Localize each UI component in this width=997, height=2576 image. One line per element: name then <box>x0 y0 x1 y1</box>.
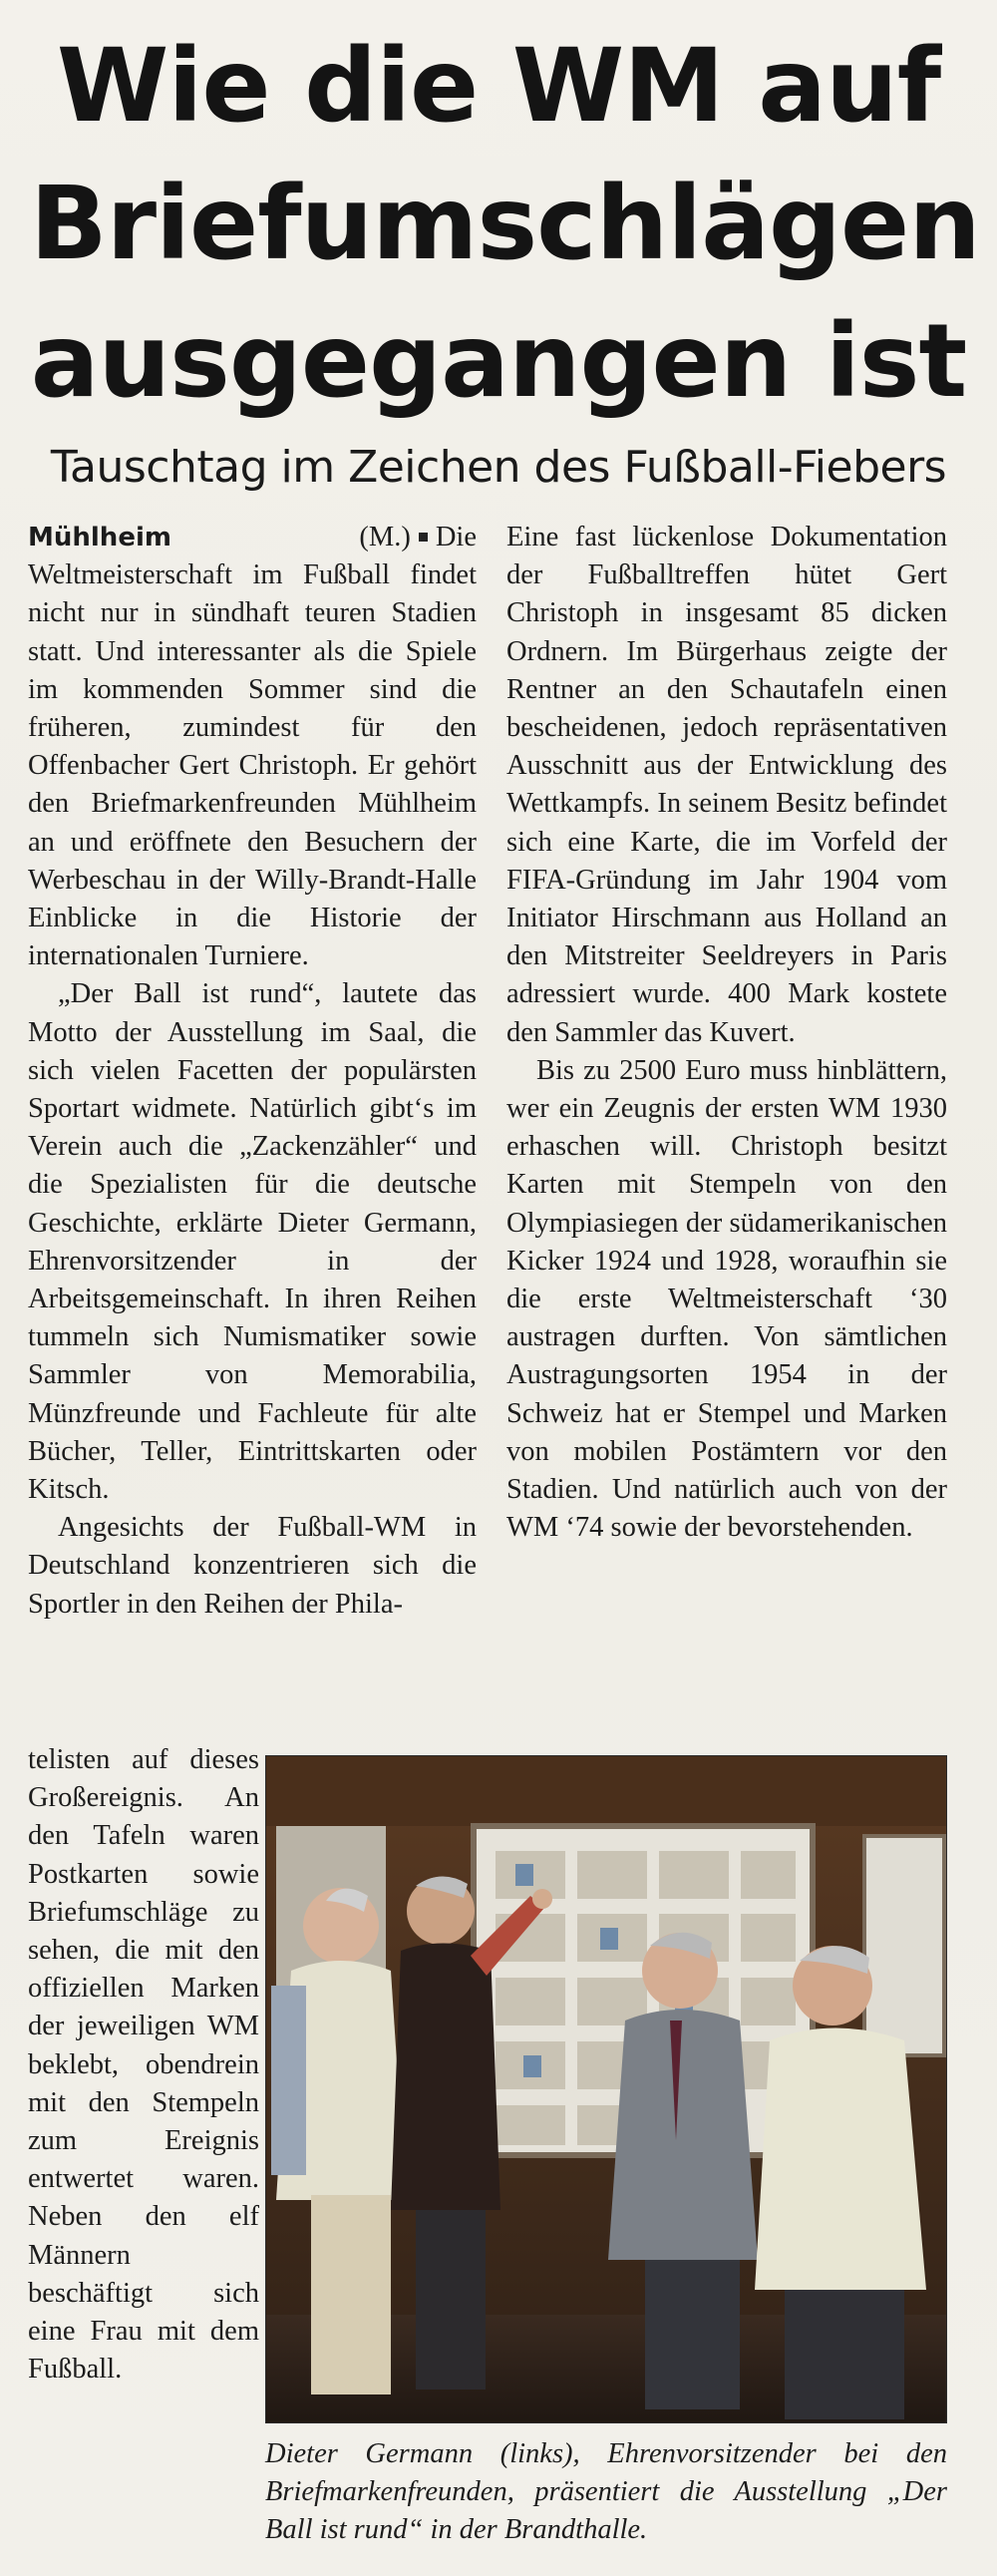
article-photo <box>265 1755 947 2423</box>
paragraph: „Der Ball ist rund“, lautete das Motto der Ausstellung im Saal, die sich vielen Facetten der populärsten Sportart widmete. Natürlich gibt‘s im Verein auch die „Zackenzähler“ und die Spezialisten für die deutsche Geschichte, erklärte Dieter Germann, Ehrenvorsitzender in der Arbeitsgemeinschaft. In ihren Reihen tummeln sich Numismatiker sowie Sammler von Memorabilia, Münzfreunde und Fachleute für alte Bücher, Teller, Eintrittskarten oder Kitsch. <box>28 978 477 1506</box>
article-column-left <box>28 519 477 1624</box>
headline-line-2: Briefumschlägen <box>30 165 980 283</box>
subheadline: Tauschtag im Zeichen des Fußball-Fiebers <box>50 442 947 493</box>
paragraph: Eine fast lückenlose Dokumentation der Fußballtreffen hütet Gert Christoph in insgesamt 85 dicken Ordnern. Im Bürgerhaus zeigte der Rentner an den Schautafeln einen bescheidenen, jedoch repräsentativen Ausschnitt aus der Entwicklung des Wettkampfs. In seinem Besitz befindet sich eine Karte, die im Vorfeld der FIFA-Gründung im Jahr 1904 vom Initiator Hirschmann aus Holland an den Mitstreiter Seeldreyers in Paris adressiert wurde. 400 Mark kostete den Sammler das Kuvert. <box>506 522 947 1048</box>
headline-line-3: ausgegangen ist <box>30 302 967 421</box>
paragraph <box>28 519 477 975</box>
photo-illustration <box>266 1756 947 2423</box>
headline <box>30 18 980 431</box>
paragraph: Bis zu 2500 Euro muss hinblättern, wer ein Zeugnis der ersten WM 1930 erhaschen will. Christoph besitzt Karten mit Stempeln von den Olympiasiegen der südamerikanischen Kicker 1924 und 1928, woraufhin sie die erste Weltmeisterschaft ‘30 austragen durften. Von sämtlichen Austragungsorten 1954 in der Schweiz hat er Stempel und Marken von mobilen Postämtern vor den Stadien. Und natürlich auch von der WM ‘74 sowie der bevorstehenden. <box>506 1054 947 1544</box>
bullet-icon <box>419 533 428 542</box>
photo-caption: Dieter Germann (links), Ehrenvorsitzender bei den Briefmarkenfreunden, präsentiert die Ausstellung „Der Ball ist rund“ in der Brandthalle. <box>265 2438 947 2546</box>
headline-line-1: Wie die WM auf <box>56 27 941 146</box>
dateline-place: Mühlheim <box>28 523 171 552</box>
paragraph-text: Die Weltmeisterschaft im Fußball findet nicht nur in sündhaft teuren Stadien statt. Und interessanter als die Spiele im kommenden Sommer sind die früheren, zumindest für den Offenbacher Gert Christoph. Er gehört den Briefmarkenfreunden Mühlheim an und eröffnete den Besuchern der Werbeschau in der Willy-Brandt-Halle Einblicke in die Historie der internationalen Turniere. <box>28 522 477 972</box>
article-column-narrow <box>28 1741 259 2389</box>
paragraph: Angesichts der Fußball-WM in Deutschland konzentrieren sich die Sportler in den Reihen der Phila- <box>28 1512 477 1620</box>
dateline-suffix: (M.) <box>359 522 411 552</box>
article-column-right <box>506 519 947 1547</box>
paragraph: telisten auf dieses Großereignis. An den Tafeln waren Postkarten sowie Briefumschläge zu sehen, die mit den offiziellen Marken der jeweiligen WM beklebt, obendrein mit den Stempeln zum Ereignis entwertet waren. Neben den elf Männern beschäftigt sich eine Frau mit dem Fußball. <box>28 1744 259 2386</box>
